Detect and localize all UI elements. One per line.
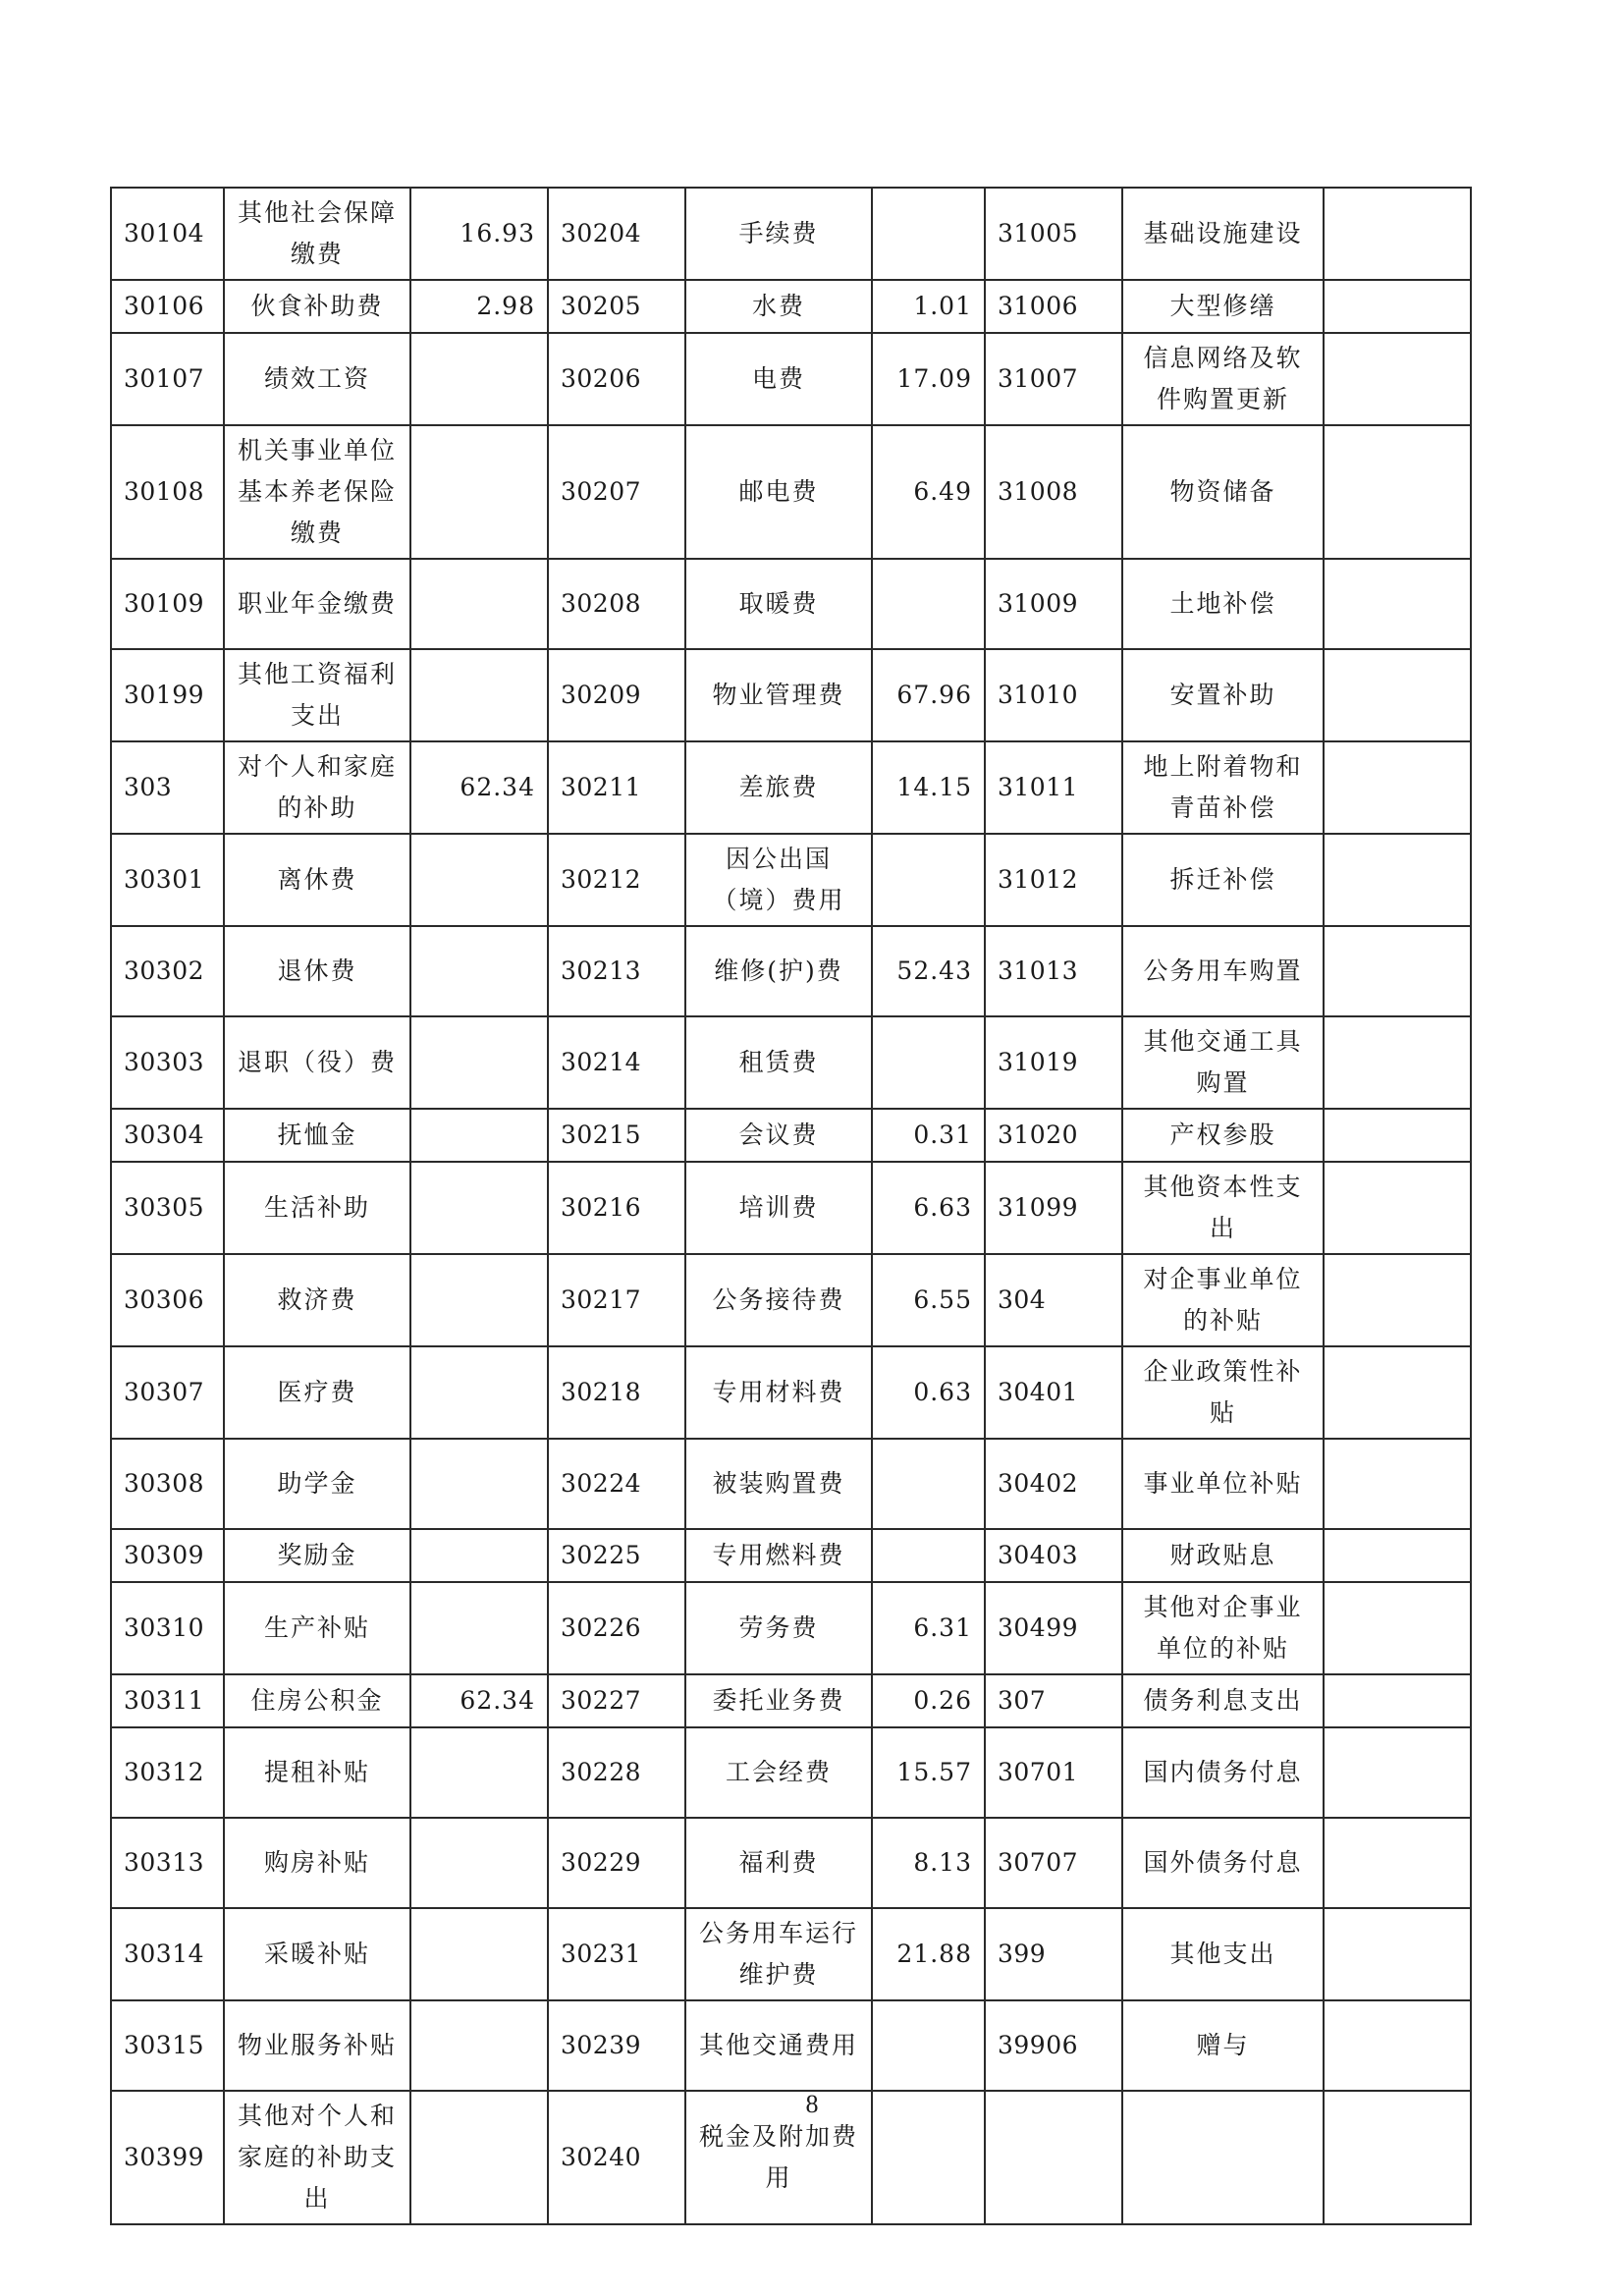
amount (410, 425, 548, 559)
item-name: 差旅费 (685, 741, 872, 834)
amount: 67.96 (872, 649, 985, 741)
item-name: 专用燃料费 (685, 1529, 872, 1582)
table-row (111, 1908, 1471, 2000)
item-name: 税金及附加费用 (685, 2091, 872, 2224)
account-code: 30224 (548, 1439, 685, 1529)
account-code: 30215 (548, 1109, 685, 1162)
amount (1324, 1346, 1471, 1439)
item-name: 其他对企事业单位的补贴 (1122, 1582, 1324, 1674)
amount (1324, 649, 1471, 741)
item-name: 物资储备 (1122, 425, 1324, 559)
item-name: 职业年金缴费 (224, 559, 410, 649)
amount: 6.55 (872, 1254, 985, 1346)
amount: 62.34 (410, 1674, 548, 1727)
item-name: 其他社会保障缴费 (224, 188, 410, 280)
amount (410, 1908, 548, 2000)
item-name: 公务用车运行维护费 (685, 1908, 872, 2000)
amount (1324, 1529, 1471, 1582)
amount (410, 1346, 548, 1439)
item-name: 委托业务费 (685, 1674, 872, 1727)
account-code: 30314 (111, 1908, 224, 2000)
item-name: 邮电费 (685, 425, 872, 559)
account-code: 31099 (985, 1162, 1122, 1254)
account-code: 30304 (111, 1109, 224, 1162)
amount (872, 1016, 985, 1109)
item-name: 安置补助 (1122, 649, 1324, 741)
amount: 21.88 (872, 1908, 985, 2000)
account-code: 30204 (548, 188, 685, 280)
item-name: 机关事业单位基本养老保险缴费 (224, 425, 410, 559)
account-code: 30211 (548, 741, 685, 834)
item-name: 财政贴息 (1122, 1529, 1324, 1582)
item-name: 助学金 (224, 1439, 410, 1529)
account-code: 30307 (111, 1346, 224, 1439)
account-code: 31008 (985, 425, 1122, 559)
account-code: 30218 (548, 1346, 685, 1439)
amount: 15.57 (872, 1727, 985, 1818)
table-row (111, 1109, 1471, 1162)
account-code: 30399 (111, 2091, 224, 2224)
amount (410, 834, 548, 926)
account-code: 30107 (111, 333, 224, 425)
amount: 0.63 (872, 1346, 985, 1439)
item-name: 基础设施建设 (1122, 188, 1324, 280)
account-code: 31006 (985, 280, 1122, 333)
table-row (111, 1529, 1471, 1582)
item-name: 购房补贴 (224, 1818, 410, 1908)
item-name: 其他对个人和家庭的补助支出 (224, 2091, 410, 2224)
account-code: 307 (985, 1674, 1122, 1727)
item-name: 维修(护)费 (685, 926, 872, 1016)
amount (410, 926, 548, 1016)
item-name: 劳务费 (685, 1582, 872, 1674)
amount (410, 559, 548, 649)
table-row (111, 1582, 1471, 1674)
item-name: 专用材料费 (685, 1346, 872, 1439)
amount (410, 1582, 548, 1674)
amount (410, 1109, 548, 1162)
account-code: 30310 (111, 1582, 224, 1674)
item-name: 伙食补助费 (224, 280, 410, 333)
amount (1324, 1109, 1471, 1162)
account-code: 31019 (985, 1016, 1122, 1109)
table-row (111, 926, 1471, 1016)
table-row (111, 188, 1471, 280)
item-name: 退休费 (224, 926, 410, 1016)
item-name: 抚恤金 (224, 1109, 410, 1162)
account-code: 30212 (548, 834, 685, 926)
amount (410, 1162, 548, 1254)
amount (872, 1529, 985, 1582)
table-row (111, 1254, 1471, 1346)
item-name: 取暖费 (685, 559, 872, 649)
expenditure-table (110, 187, 1472, 2225)
amount (1324, 741, 1471, 834)
item-name: 生活补助 (224, 1162, 410, 1254)
item-name: 物业服务补贴 (224, 2000, 410, 2091)
account-code: 31011 (985, 741, 1122, 834)
item-name: 租赁费 (685, 1016, 872, 1109)
amount (1324, 1254, 1471, 1346)
page-number: 8 (805, 2090, 819, 2118)
amount: 62.34 (410, 741, 548, 834)
item-name: 被装购置费 (685, 1439, 872, 1529)
amount (410, 2000, 548, 2091)
amount (1324, 1016, 1471, 1109)
amount (1324, 333, 1471, 425)
account-code: 30701 (985, 1727, 1122, 1818)
item-name: 公务用车购置 (1122, 926, 1324, 1016)
amount (410, 1016, 548, 1109)
table-row (111, 2000, 1471, 2091)
amount: 6.63 (872, 1162, 985, 1254)
account-code: 30206 (548, 333, 685, 425)
amount (1324, 2000, 1471, 2091)
item-name: 水费 (685, 280, 872, 333)
item-name: 医疗费 (224, 1346, 410, 1439)
account-code: 30499 (985, 1582, 1122, 1674)
account-code: 30311 (111, 1674, 224, 1727)
item-name: 采暖补贴 (224, 1908, 410, 2000)
account-code: 31005 (985, 188, 1122, 280)
item-name: 其他资本性支出 (1122, 1162, 1324, 1254)
item-name: 债务利息支出 (1122, 1674, 1324, 1727)
table-row (111, 649, 1471, 741)
account-code: 30226 (548, 1582, 685, 1674)
item-name: 因公出国（境）费用 (685, 834, 872, 926)
amount (410, 1254, 548, 1346)
item-name: 公务接待费 (685, 1254, 872, 1346)
account-code: 30312 (111, 1727, 224, 1818)
account-code: 30303 (111, 1016, 224, 1109)
amount (410, 1727, 548, 1818)
table-row (111, 1346, 1471, 1439)
amount: 0.26 (872, 1674, 985, 1727)
table-row (111, 1016, 1471, 1109)
item-name: 对个人和家庭的补助 (224, 741, 410, 834)
table-row (111, 1674, 1471, 1727)
account-code: 30209 (548, 649, 685, 741)
account-code: 30313 (111, 1818, 224, 1908)
table-body (111, 188, 1471, 2224)
account-code: 30229 (548, 1818, 685, 1908)
amount (1324, 188, 1471, 280)
account-code: 30216 (548, 1162, 685, 1254)
amount (1324, 1582, 1471, 1674)
item-name: 国内债务付息 (1122, 1727, 1324, 1818)
table-row (111, 1439, 1471, 1529)
account-code: 303 (111, 741, 224, 834)
table-row (111, 1818, 1471, 1908)
account-code: 31020 (985, 1109, 1122, 1162)
account-code: 30315 (111, 2000, 224, 2091)
account-code: 30239 (548, 2000, 685, 2091)
account-code: 30109 (111, 559, 224, 649)
account-code: 31007 (985, 333, 1122, 425)
amount: 16.93 (410, 188, 548, 280)
table-row (111, 280, 1471, 333)
account-code: 30207 (548, 425, 685, 559)
table-row (111, 1727, 1471, 1818)
amount: 52.43 (872, 926, 985, 1016)
amount (872, 559, 985, 649)
account-code: 30401 (985, 1346, 1122, 1439)
amount: 6.31 (872, 1582, 985, 1674)
item-name: 其他工资福利支出 (224, 649, 410, 741)
amount (1324, 1162, 1471, 1254)
item-name: 国外债务付息 (1122, 1818, 1324, 1908)
amount (1324, 1908, 1471, 2000)
amount (872, 1439, 985, 1529)
table-row (111, 834, 1471, 926)
item-name: 企业政策性补贴 (1122, 1346, 1324, 1439)
table-row (111, 559, 1471, 649)
amount (1324, 559, 1471, 649)
item-name: 会议费 (685, 1109, 872, 1162)
item-name: 事业单位补贴 (1122, 1439, 1324, 1529)
amount (1324, 1439, 1471, 1529)
amount (1324, 425, 1471, 559)
item-name: 工会经费 (685, 1727, 872, 1818)
account-code: 399 (985, 1908, 1122, 2000)
item-name: 物业管理费 (685, 649, 872, 741)
account-code: 31012 (985, 834, 1122, 926)
amount (410, 649, 548, 741)
item-name: 住房公积金 (224, 1674, 410, 1727)
amount (872, 834, 985, 926)
item-name: 其他交通工具购置 (1122, 1016, 1324, 1109)
amount (872, 2000, 985, 2091)
account-code: 31009 (985, 559, 1122, 649)
amount: 14.15 (872, 741, 985, 834)
item-name: 产权参股 (1122, 1109, 1324, 1162)
amount (410, 1439, 548, 1529)
account-code: 30205 (548, 280, 685, 333)
amount (410, 1529, 548, 1582)
amount (1324, 280, 1471, 333)
item-name: 救济费 (224, 1254, 410, 1346)
item-name: 生产补贴 (224, 1582, 410, 1674)
amount (1324, 1818, 1471, 1908)
item-name: 其他交通费用 (685, 2000, 872, 2091)
amount (1324, 1674, 1471, 1727)
account-code: 30306 (111, 1254, 224, 1346)
account-code: 304 (985, 1254, 1122, 1346)
account-code: 30231 (548, 1908, 685, 2000)
account-code: 30106 (111, 280, 224, 333)
account-code: 30199 (111, 649, 224, 741)
account-code: 31010 (985, 649, 1122, 741)
account-code: 30225 (548, 1529, 685, 1582)
amount (872, 188, 985, 280)
item-name: 手续费 (685, 188, 872, 280)
amount: 8.13 (872, 1818, 985, 1908)
account-code: 30301 (111, 834, 224, 926)
amount: 6.49 (872, 425, 985, 559)
account-code: 30403 (985, 1529, 1122, 1582)
amount: 0.31 (872, 1109, 985, 1162)
account-code: 30402 (985, 1439, 1122, 1529)
amount: 1.01 (872, 280, 985, 333)
account-code: 39906 (985, 2000, 1122, 2091)
item-name: 其他支出 (1122, 1908, 1324, 2000)
item-name: 绩效工资 (224, 333, 410, 425)
account-code: 30214 (548, 1016, 685, 1109)
amount (1324, 926, 1471, 1016)
item-name: 福利费 (685, 1818, 872, 1908)
item-name: 提租补贴 (224, 1727, 410, 1818)
item-name: 对企事业单位的补贴 (1122, 1254, 1324, 1346)
item-name: 离休费 (224, 834, 410, 926)
amount (410, 1818, 548, 1908)
item-name: 拆迁补偿 (1122, 834, 1324, 926)
item-name: 赠与 (1122, 2000, 1324, 2091)
account-code: 30240 (548, 2091, 685, 2224)
account-code: 30104 (111, 188, 224, 280)
account-code: 30305 (111, 1162, 224, 1254)
account-code: 30308 (111, 1439, 224, 1529)
table-row (111, 333, 1471, 425)
item-name: 信息网络及软件购置更新 (1122, 333, 1324, 425)
table-row (111, 741, 1471, 834)
account-code: 30208 (548, 559, 685, 649)
amount (410, 333, 548, 425)
table-row (111, 1162, 1471, 1254)
item-name: 大型修缮 (1122, 280, 1324, 333)
amount (1324, 1727, 1471, 1818)
amount: 17.09 (872, 333, 985, 425)
account-code: 30707 (985, 1818, 1122, 1908)
account-code: 30309 (111, 1529, 224, 1582)
account-code: 30302 (111, 926, 224, 1016)
account-code: 30213 (548, 926, 685, 1016)
account-code: 30228 (548, 1727, 685, 1818)
item-name: 奖励金 (224, 1529, 410, 1582)
item-name: 电费 (685, 333, 872, 425)
item-name: 土地补偿 (1122, 559, 1324, 649)
item-name: 退职（役）费 (224, 1016, 410, 1109)
account-code: 30227 (548, 1674, 685, 1727)
amount: 2.98 (410, 280, 548, 333)
amount (1324, 834, 1471, 926)
table-row (111, 425, 1471, 559)
account-code: 30217 (548, 1254, 685, 1346)
account-code: 30108 (111, 425, 224, 559)
account-code: 31013 (985, 926, 1122, 1016)
item-name: 培训费 (685, 1162, 872, 1254)
item-name: 地上附着物和青苗补偿 (1122, 741, 1324, 834)
